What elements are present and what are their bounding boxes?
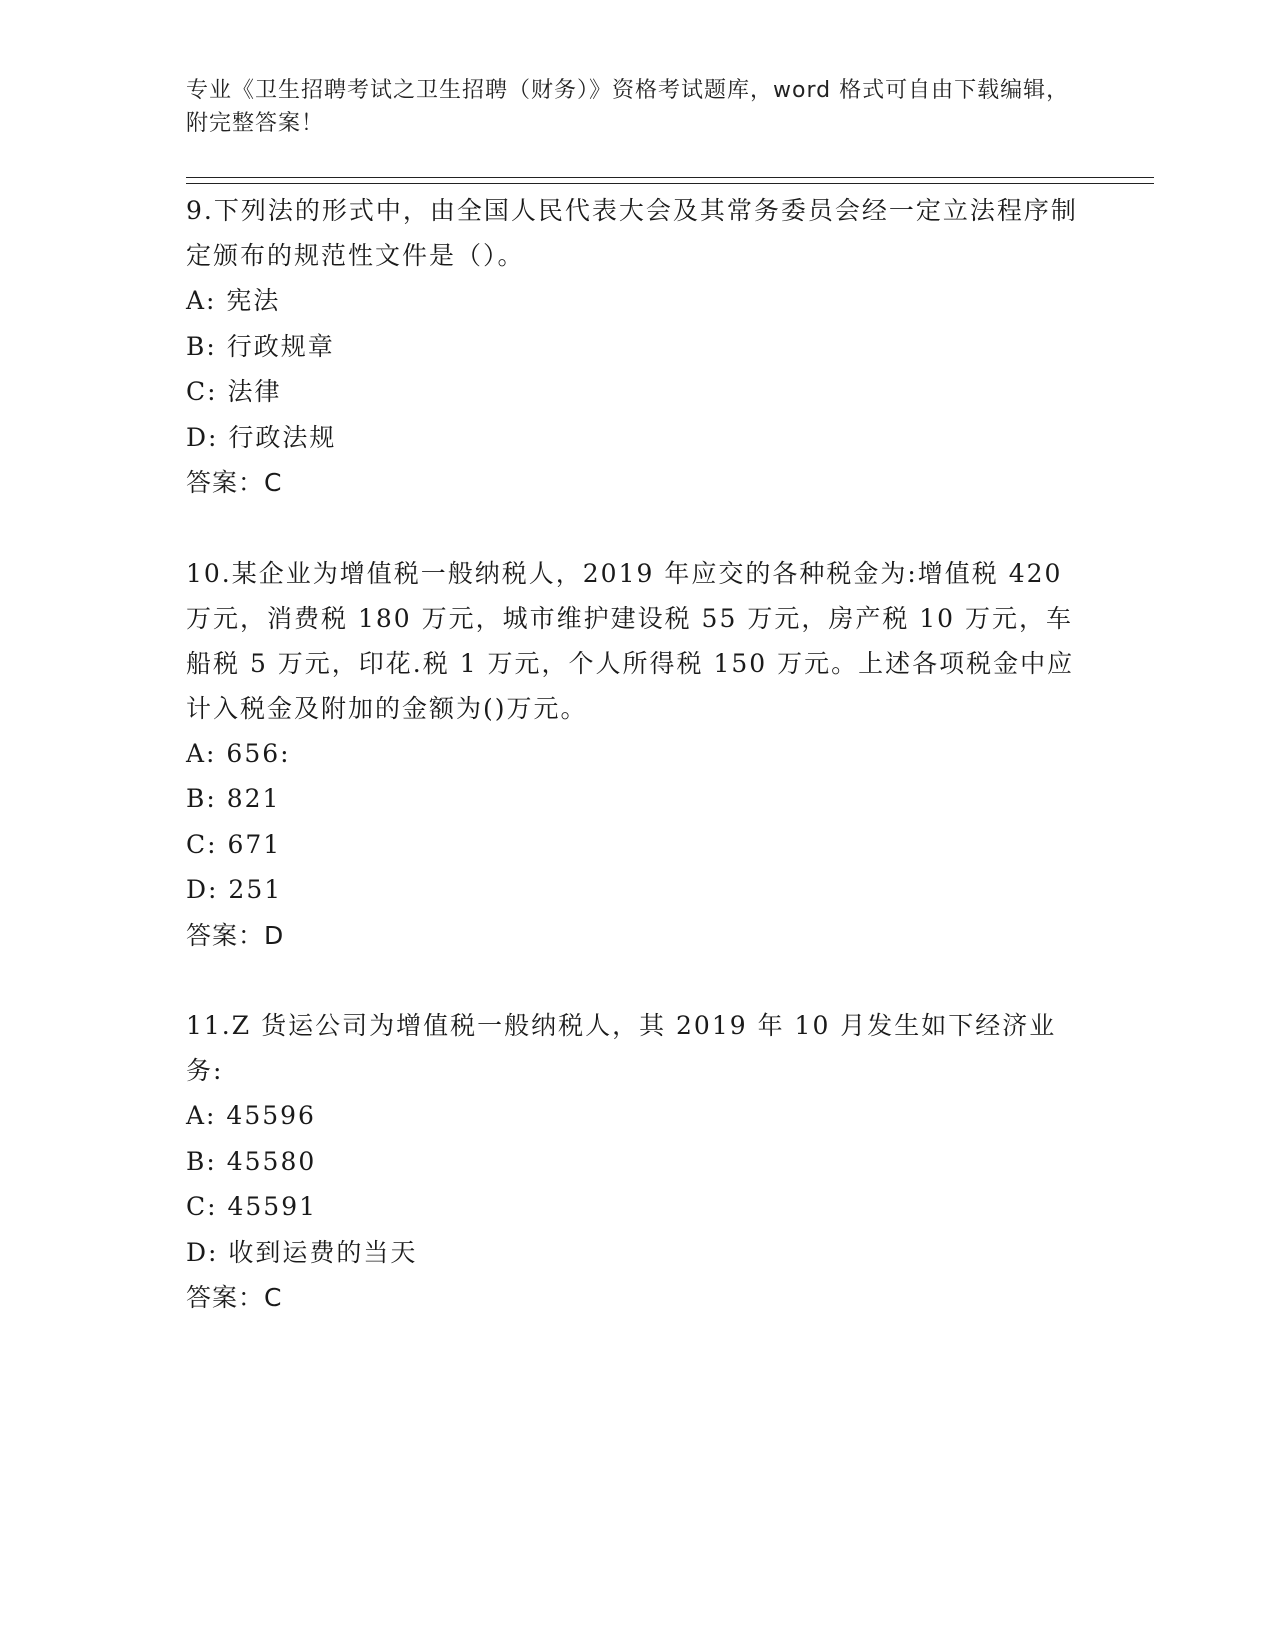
header-divider-top — [186, 177, 1154, 178]
option-b: B: 行政规章 — [186, 331, 335, 361]
answer: 答案：D — [186, 920, 285, 950]
spacer — [186, 506, 1086, 551]
option-b: B: 45580 — [186, 1146, 317, 1176]
option-c: C: 671 — [186, 829, 282, 859]
document-header: 专业《卫生招聘考试之卫生招聘（财务）》资格考试题库，word 格式可自由下载编辑，附完整答案！ — [186, 78, 1070, 136]
question-list — [186, 188, 1086, 1321]
option-d: D: 251 — [186, 875, 283, 904]
question-text: 10.某企业为增值税一般纳税人，2019 年应交的各种税金为:增值税 420 万元，消费税 180 万元，城市维护建设税 55 万元，房产税 10 万元，车船税 5 万元，印花.税 1 万元，个人所得税 150 万元。上述各项税金中应计入税金及附加的金额为()万元。 — [186, 558, 1075, 723]
option-a: A: 656: — [186, 738, 291, 768]
option-d: D: 行政法规 — [186, 422, 337, 452]
question-10 — [186, 551, 1086, 959]
option-b: B: 821 — [186, 784, 281, 813]
option-c: C: 法律 — [186, 377, 282, 406]
option-c: C: 45591 — [186, 1192, 318, 1221]
option-a: A: 宪法 — [186, 286, 281, 315]
option-a: A: 45596 — [186, 1101, 316, 1130]
question-9 — [186, 188, 1086, 506]
question-text: 11.Z 货运公司为增值税一般纳税人，其 2019 年 10 月发生如下经济业务: — [186, 1011, 1057, 1085]
header-divider-bottom — [186, 183, 1154, 184]
question-text: 9.下列法的形式中，由全国人民代表大会及其常务委员会经一定立法程序制定颁布的规范性文件是（）。 — [186, 196, 1078, 270]
question-11 — [186, 1003, 1086, 1321]
option-d: D: 收到运费的当天 — [186, 1237, 418, 1267]
spacer — [186, 958, 1086, 1003]
answer: 答案：C — [186, 468, 283, 497]
answer: 答案：C — [186, 1283, 283, 1312]
